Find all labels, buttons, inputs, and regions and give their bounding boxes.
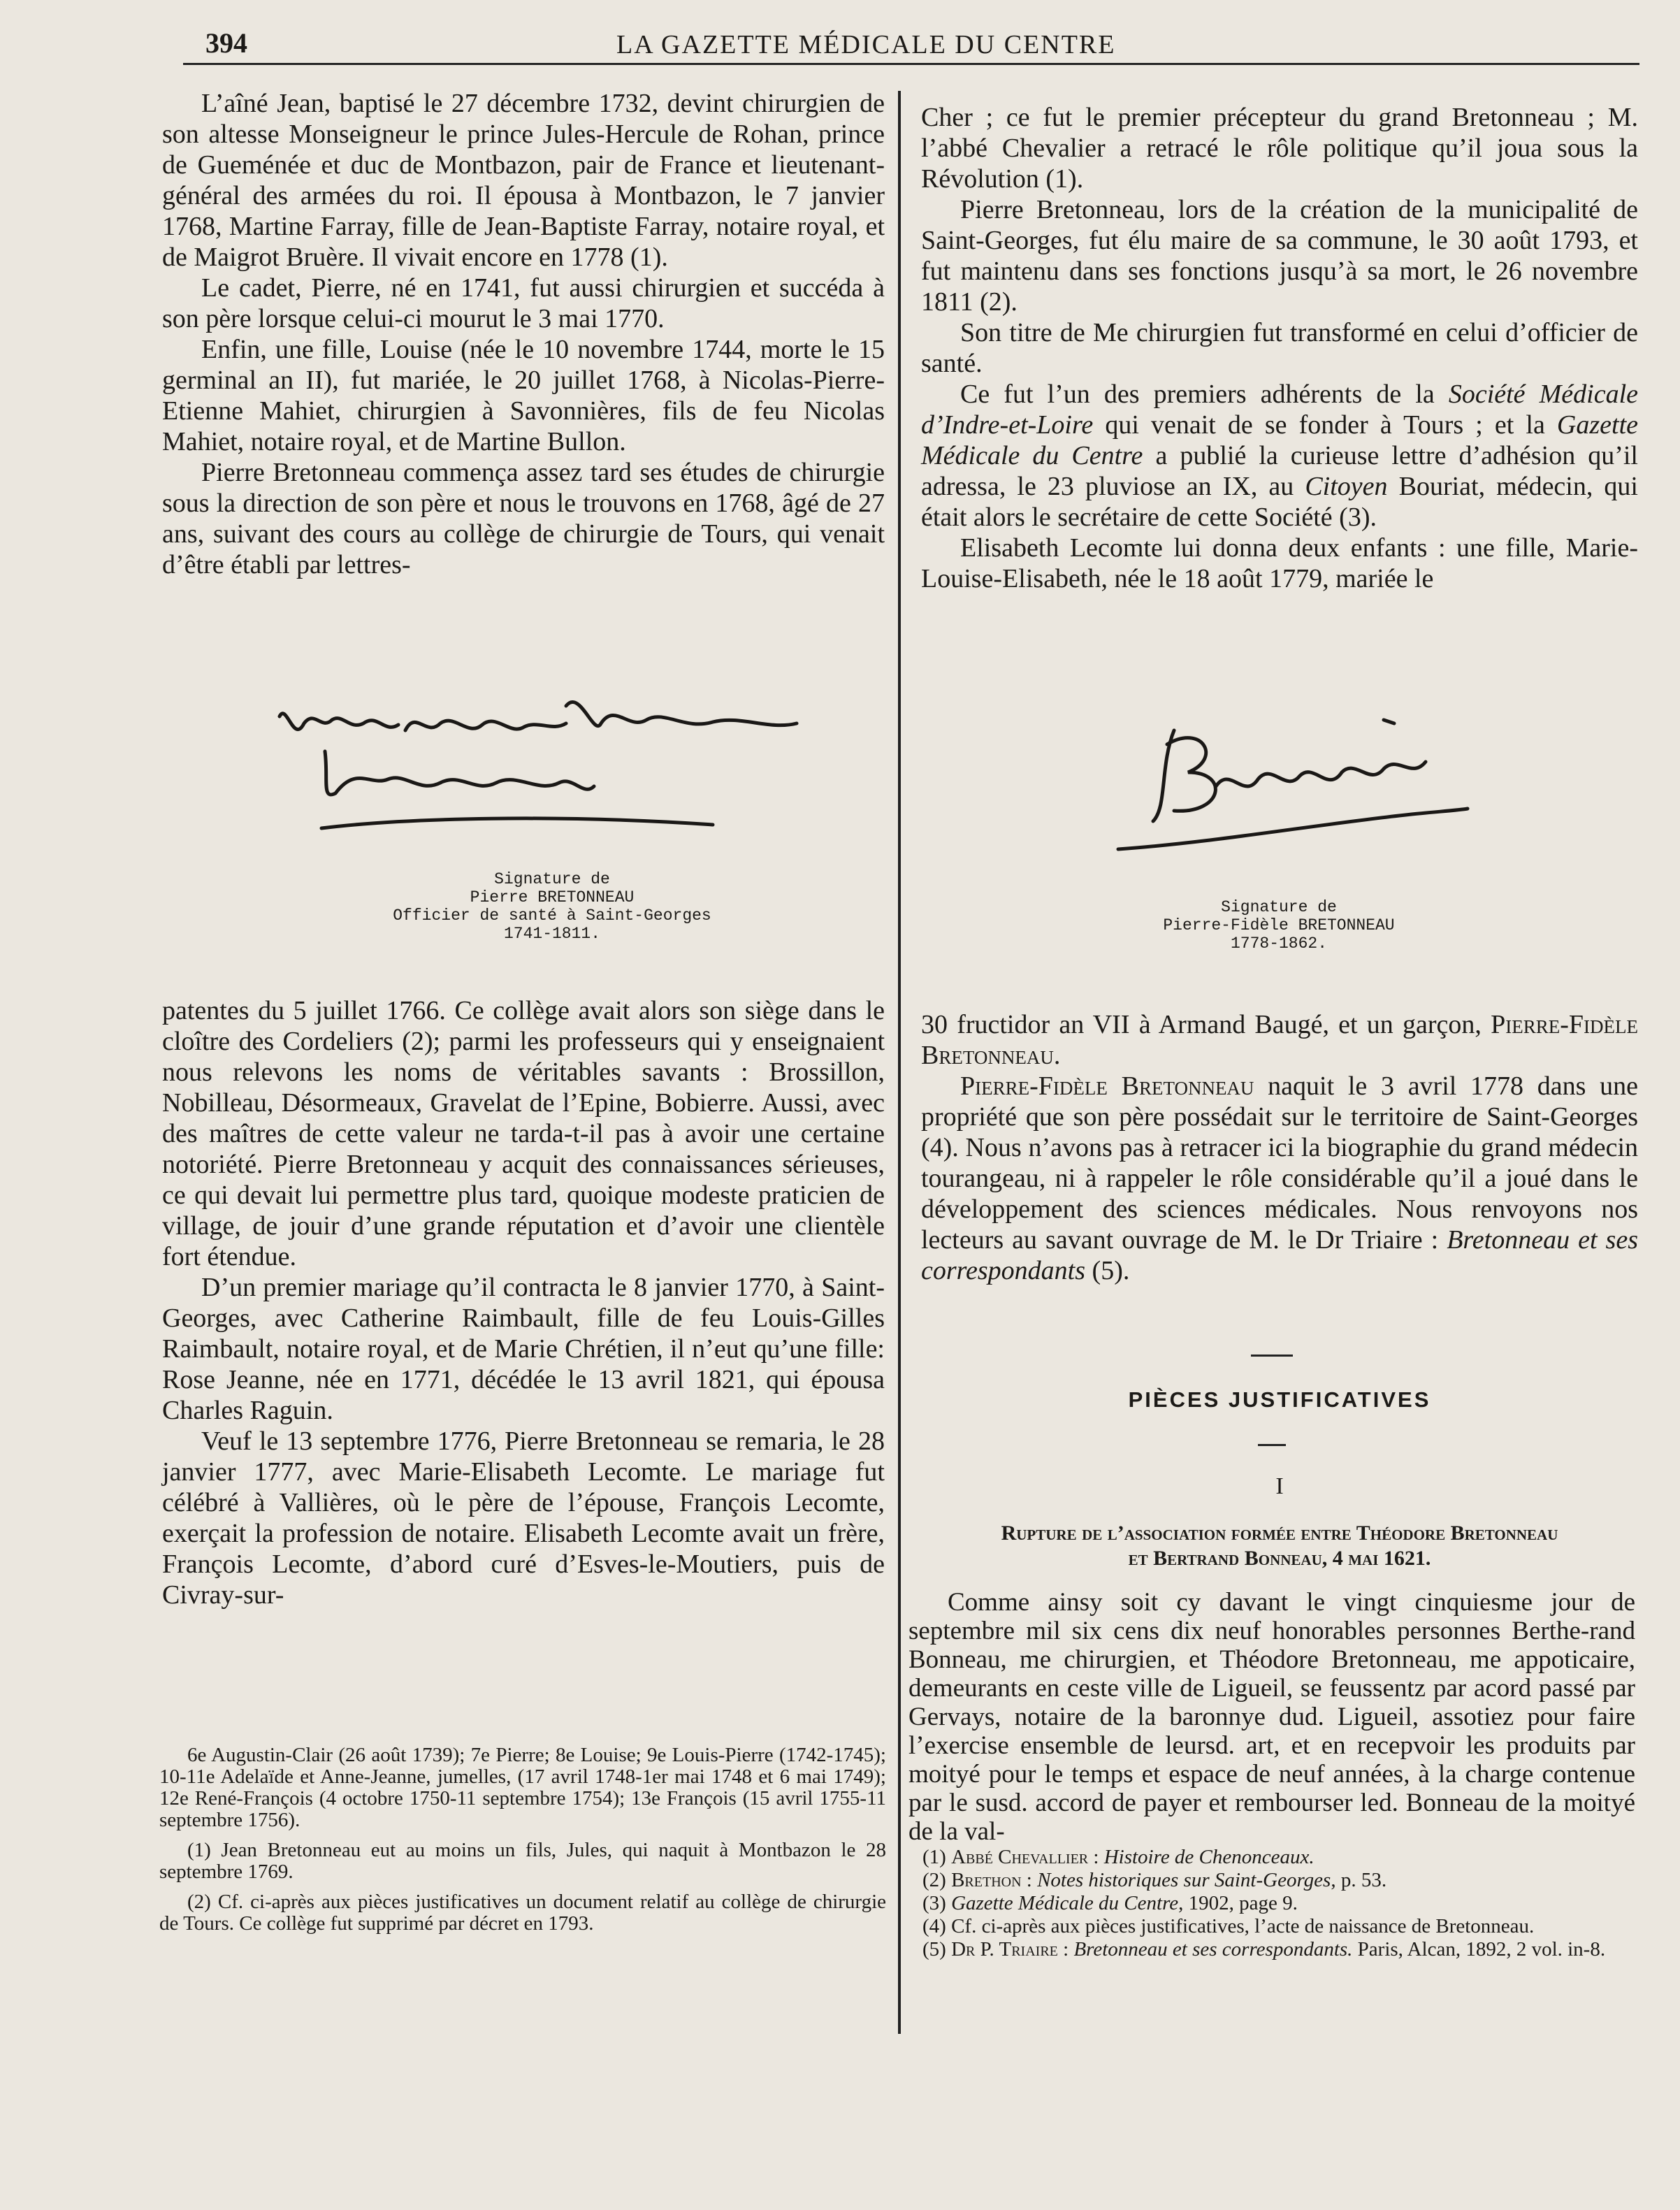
footnote-5 (922, 1939, 1635, 1960)
document-heading (921, 1521, 1638, 1571)
footnote-number: (3) (922, 1892, 952, 1914)
header-rule (183, 63, 1639, 65)
book-title: Bretonneau et ses correspondants (921, 1225, 1638, 1285)
heading-line: et Bertrand Bonneau, 4 mai 1621. (1128, 1547, 1431, 1570)
caption-line: 1778-1862. (1230, 934, 1328, 953)
caption-line: 1741-1811. (503, 925, 601, 943)
paragraph-titre: Son titre de Me chirurgien fut transformé en celui d’officier de santé. (921, 318, 1638, 378)
left-signature-figure (266, 681, 839, 961)
paragraph-garcon (921, 1009, 1638, 1071)
caption-line: Officier de santé à Saint-Georges (393, 907, 711, 925)
caption-line: Signature de (1221, 898, 1337, 916)
paragraph-louise: Enfin, une fille, Louise (née le 10 novembre 1744, morte le 15 germinal an II), fut mariée, le 20 juillet 1768, à Nicolas-Pierre-Etienne Mahiet, chirurgien à Savonnières, fils de feu Nicolas Mahiet, notaire royal, et de Martine Bullon. (162, 335, 885, 456)
paragraph-children: Elisabeth Lecomte lui donna deux enfants : une fille, Marie-Louise-Elisabeth, née le 18 août 1779, mariée le (921, 533, 1638, 593)
footnote-4 (922, 1916, 1635, 1937)
separator: : (1057, 1938, 1074, 1960)
left-footnotes (159, 1745, 886, 1943)
work-title: Gazette Médicale du Centre (951, 1892, 1179, 1914)
footnote-text: , 1902, page 9. (1178, 1892, 1298, 1914)
section-numeral: I (1275, 1473, 1284, 1499)
author-name: Abbé Chevallier (951, 1846, 1089, 1868)
right-column-bottom (921, 1009, 1638, 1286)
section-title: PIÈCES JUSTIFICATIVES (1128, 1387, 1431, 1412)
footnote-number: (5) (922, 1938, 952, 1960)
paragraph-second-marriage: Veuf le 13 septembre 1776, Pierre Bretonneau se remaria, le 28 janvier 1777, avec Marie-Elisabeth Lecomte. Le mariage fut célébré à Vallières, où le père de l’épouse, François Lecomte, exerçait la profession de notaire. Elisabeth Lecomte avait un frère, François Lecomte, d’abord curé d’Esves-le-Moutiers, puis de Civray-sur- (162, 1427, 885, 1610)
left-column-top (162, 88, 885, 580)
work-title: Bretonneau et ses correspondants. (1073, 1938, 1353, 1960)
text-run: 30 fructidor an VII à Armand Baugé, et un garçon, (921, 1010, 1491, 1039)
column-divider (898, 91, 901, 2034)
footnote-2: (2) Cf. ci-après aux pièces justificatives un document relatif au collège de chirurgie de Tours. Ce collège fut supprimé par décret en 1793. (159, 1891, 886, 1935)
paragraph-naissance (921, 1071, 1638, 1286)
text-run: qui venait de se fonder à Tours ; et la (1093, 410, 1557, 440)
document-text: Comme ainsy soit cy davant le vingt cinquiesme jour de septembre mil six cens dix neuf honorables personnes Berthe-rand Bonneau, me chirurgien, et Théodore Bretonneau, me appoticaire, demeurants en ceste ville de Ligueil, se feussentz par acord passé par Gervays, notaire de la baronnye dud. Ligueil, assotiez pour faire l’exercise ensemble de leursd. art, et en recepvoir les produits par moityé pour le temps et espace de neuf années, à la charge contenue par le susd. accord de payer et rembourser led. Bonneau de la moityé de la val- (908, 1588, 1635, 1846)
heading-line: Rupture de l’association formée entre Théodore Bretonneau (1001, 1522, 1558, 1545)
person-name: Pierre-Fidèle Bretonneau. (921, 1010, 1638, 1070)
handwritten-signature-pierre-fidele (1076, 681, 1565, 870)
footnote-1 (922, 1847, 1635, 1868)
page-header (183, 21, 1639, 63)
text-run: naquit le 3 avril 1778 dans une propriété que son père possédait sur le territoire de Saint-Georges (4). Nous n’avons pas à retracer ici la biographie du grand médecin tourangeau, ni à rappeler le rôle considérable qu’il a joué dans le développement des sciences médicales. Nous renvoyons nos lecteurs au savant ouvrage de M. le Dr Triaire : (921, 1071, 1638, 1255)
left-column-bottom (162, 995, 885, 1610)
footnote-number: (4) (922, 1915, 952, 1937)
paragraph-societe (921, 379, 1638, 533)
right-signature-caption (1104, 898, 1454, 953)
footnote-1: (1) Jean Bretonneau eut au moins un fils, Jules, qui naquit à Montbazon le 28 septembre 1769. (159, 1839, 886, 1883)
paragraph-studies: Pierre Bretonneau commença assez tard ses études de chirurgie sous la direction de son père et nous le trouvons en 1768, âgé de 27 ans, suivant des cours au collège de chirurgie de Tours, qui venait d’être établi par lettres- (162, 458, 885, 579)
text-run: Bouriat, médecin, qui était alors le secrétaire de cette Société (3). (921, 472, 1638, 532)
work-title: Notes historiques sur Saint-Georges (1037, 1869, 1331, 1891)
societe-name: Société Médicale d’Indre-et-Loire (921, 380, 1638, 440)
document-transcription (908, 1588, 1635, 1846)
person-name: Pierre-Fidèle Bretonneau (960, 1071, 1254, 1101)
section-separator (1251, 1355, 1293, 1357)
gazette-name: Gazette Médicale du Centre (921, 410, 1638, 470)
author-name: Dr P. Triaire (951, 1938, 1058, 1960)
handwritten-signature-pierre (266, 681, 839, 863)
footnote-children-list: 6e Augustin-Clair (26 août 1739); 7e Pierre; 8e Louise; 9e Louis-Pierre (1742-1745); 10-11e Adelaïde et Anne-Jeanne, jumelles, (17 avril 1748-1er mai 1748 et 6 mai 1749); 12e René-François (4 octobre 1750-11 septembre 1754); 13e François (15 avril 1755-11 septembre 1756). (159, 1744, 886, 1831)
text-run: a publié la curieuse lettre d’adhésion qu’il adressa, le 23 pluviose an IX, au (921, 441, 1638, 501)
text-run: (5). (1085, 1256, 1130, 1285)
paragraph-jean: L’aîné Jean, baptisé le 27 décembre 1732, devint chirurgien de son altesse Monseigneur le prince Jules-Hercule de Rohan, prince de Gueménée et duc de Montbazon, pair de France et lieutenant-général des armées du roi. Il épousa à Montbazon, le 7 janvier 1768, Martine Farray, fille de Jean-Baptiste Farray, notaire royal, et de Maigrot Bruère. Il vivait encore en 1778 (1). (162, 89, 885, 272)
footnote-number: (1) (922, 1846, 952, 1868)
paragraph-first-marriage: D’un premier mariage qu’il contracta le 8 janvier 1770, à Saint-Georges, avec Catherine Raimbault, fille de feu Louis-Gilles Raimbault, notaire royal, et de Marie Chrétien, il n’eut qu’une fille: Rose Jeanne, née en 1771, décédée le 13 avril 1821, qui épousa Charles Raguin. (162, 1273, 885, 1425)
paragraph-pierre-cadet: Le cadet, Pierre, né en 1741, fut aussi chirurgien et succéda à son père lorsque celui-ci mourut le 3 mai 1770. (162, 273, 885, 333)
citoyen-word: Citoyen (1305, 472, 1388, 501)
text-run: Ce fut l’un des premiers adhérents de la (960, 380, 1449, 409)
footnote-text: Paris, Alcan, 1892, 2 vol. in-8. (1352, 1938, 1606, 1960)
journal-title: LA GAZETTE MÉDICALE DU CENTRE (616, 30, 1116, 59)
separator: : (1021, 1869, 1038, 1891)
footnote-text: , p. 53. (1331, 1869, 1387, 1891)
right-column-top (921, 102, 1638, 594)
page-number: 394 (205, 27, 247, 59)
right-footnotes (922, 1847, 1635, 1962)
caption-line: Pierre BRETONNEAU (470, 888, 635, 907)
author-name: Brethon (951, 1869, 1022, 1891)
work-title: Histoire de Chenonceaux. (1103, 1846, 1315, 1868)
paragraph-college: patentes du 5 juillet 1766. Ce collège avait alors son siège dans le cloître des Cordeliers (2); parmi les professeurs qui y enseignaient nous relevons les noms de véritables savants : Brossillon, Nobilleau, Désormeaux, Gravelat de l’Epine, Bobierre. Aussi, avec des maîtres de cette valeur ne tarda-t-il pas à avoir une certaine notoriété. Pierre Bretonneau y acquit des connaissances sérieuses, ce qui devait lui permettre plus tard, quoique modeste praticien de village, de jouir d’une grande réputation et d’avoir une clientèle fort étendue. (162, 996, 885, 1271)
footnote-3 (922, 1893, 1635, 1914)
caption-line: Pierre-Fidèle BRETONNEAU (1163, 916, 1395, 934)
footnote-text: Cf. ci-après aux pièces justificatives, l’acte de naissance de Bretonneau. (951, 1915, 1535, 1937)
paragraph-maire: Pierre Bretonneau, lors de la création de la municipalité de Saint-Georges, fut élu maire de sa commune, le 30 août 1793, et fut maintenu dans ses fonctions jusqu’à sa mort, le 26 novembre 1811 (2). (921, 195, 1638, 317)
separator: : (1088, 1846, 1104, 1868)
section-separator (1258, 1444, 1286, 1446)
paragraph-chevalier: Cher ; ce fut le premier précepteur du grand Bretonneau ; M. l’abbé Chevalier a retracé le rôle politique qu’il joua sous la Révolution (1). (921, 103, 1638, 194)
footnote-number: (2) (922, 1869, 952, 1891)
footnote-2 (922, 1870, 1635, 1891)
caption-line: Signature de (494, 870, 610, 888)
right-signature-figure (1076, 681, 1565, 953)
left-signature-caption (363, 870, 741, 943)
